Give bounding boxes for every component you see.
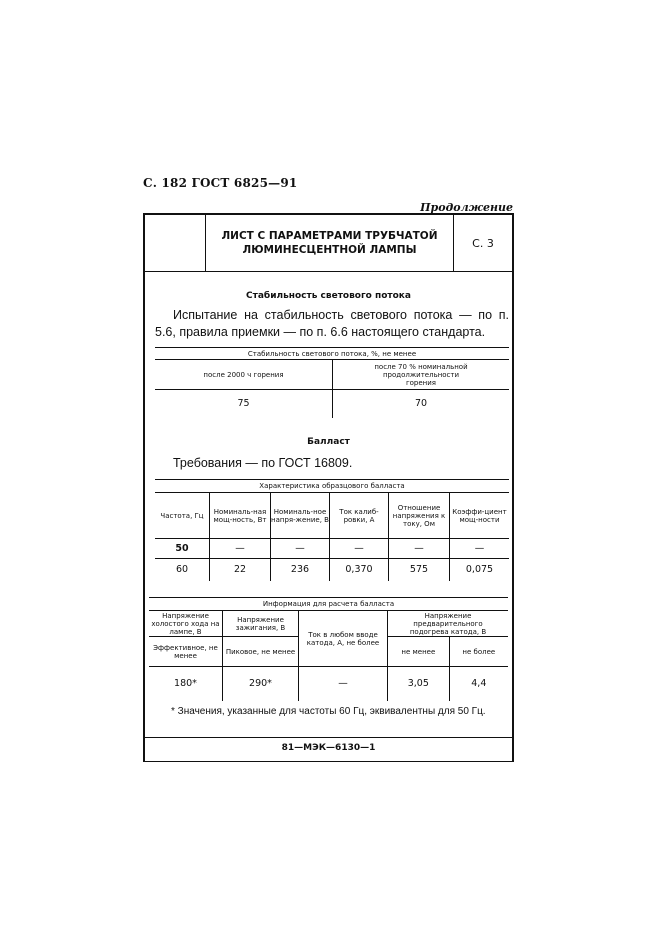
flux-value-2000h: 75 <box>155 390 333 418</box>
continuation-label: Продолжение <box>420 201 513 214</box>
table-row <box>155 559 509 581</box>
document-frame <box>143 213 514 762</box>
flux-heading: Стабильность светового потока <box>246 291 411 301</box>
ballast-text: Требования — по ГОСТ 16809. <box>173 456 353 470</box>
table-cell: — <box>299 667 388 701</box>
table-cell: 0,075 <box>465 564 494 576</box>
page-reference: С. 182 ГОСТ 6825—91 <box>143 176 298 190</box>
calc-header-cathode-current: Ток в любом вводе катода, А, не более <box>299 611 388 667</box>
table-cell: 50 <box>155 539 210 559</box>
table-cell: 180* <box>149 667 223 701</box>
table-cell: 236 <box>271 559 330 581</box>
document-number: 81—МЭК—6130—1 <box>281 743 376 753</box>
calc-sub-peak: Пиковое, не менее <box>223 637 299 667</box>
ref-header-power: Номиналь-ная мощ-ность, Вт <box>210 493 271 539</box>
title-block-empty-cell <box>145 215 206 271</box>
flux-text: Испытание на стабильность светового потока — по п. 5.6, правила приемки — по п. 6.6 настоящего стандарта. <box>155 308 509 339</box>
ballast-heading: Балласт <box>307 437 350 447</box>
table-cell: 60 <box>155 559 210 581</box>
table-cell: — <box>474 543 485 554</box>
divider <box>145 737 512 738</box>
flux-value-70pct: 70 <box>414 398 428 410</box>
table-cell: 575 <box>389 559 450 581</box>
table-cell: 4,4 <box>471 678 487 690</box>
ref-header-power-factor: Коэффи-циент мощ-ности <box>452 507 507 524</box>
footnote: * Значения, указанные для частоты 60 Гц, эквивалентны для 50 Гц. <box>171 706 486 717</box>
ref-header-voltage: Номиналь-ное напря-жение, В <box>271 493 330 539</box>
ref-header-current: Ток калиб-ровки, А <box>330 493 389 539</box>
flux-col-2000h: после 2000 ч горения <box>155 360 333 390</box>
reference-ballast-caption: Характеристика образцового балласта <box>259 482 405 490</box>
calc-sub-min: не менее <box>388 637 450 667</box>
ballast-calc-table <box>149 597 508 701</box>
calc-table-caption: Информация для расчета балласта <box>262 600 395 608</box>
calc-sub-effective: Эффективное, не менее <box>149 637 223 667</box>
flux-stability-table <box>155 347 509 418</box>
table-cell: 22 <box>210 559 271 581</box>
table-cell: 0,370 <box>330 559 389 581</box>
table-cell: 290* <box>223 667 299 701</box>
table-cell: — <box>210 539 271 559</box>
flux-col-70pct: после 70 % номинальной продолжительности горения <box>374 362 468 387</box>
flux-table-caption: Стабильность светового потока, %, не менее <box>247 349 417 358</box>
table-cell: 3,05 <box>388 667 450 701</box>
table-row <box>155 539 509 559</box>
calc-header-ignition: Напряжение зажигания, В <box>223 611 299 637</box>
table-cell: — <box>330 539 389 559</box>
title-block <box>145 215 512 272</box>
sheet-number: С. 3 <box>453 215 512 271</box>
ref-header-frequency: Частота, Гц <box>155 493 210 539</box>
calc-sub-max: не более <box>462 647 496 656</box>
reference-ballast-table <box>155 479 509 581</box>
sheet-title: ЛИСТ С ПАРАМЕТРАМИ ТРУБЧАТОЙ ЛЮМИНЕСЦЕНТНОЙ ЛАМПЫ <box>221 229 438 256</box>
table-cell: — <box>389 539 450 559</box>
calc-header-preheat: Напряжение предварительного подогрева катода, В <box>409 611 487 636</box>
table-cell: — <box>271 539 330 559</box>
table-row <box>149 667 508 701</box>
ref-header-ratio: Отношение напряжения к току, Ом <box>389 493 450 539</box>
calc-header-open-circuit: Напряжение холостого хода на лампе, В <box>149 611 223 637</box>
